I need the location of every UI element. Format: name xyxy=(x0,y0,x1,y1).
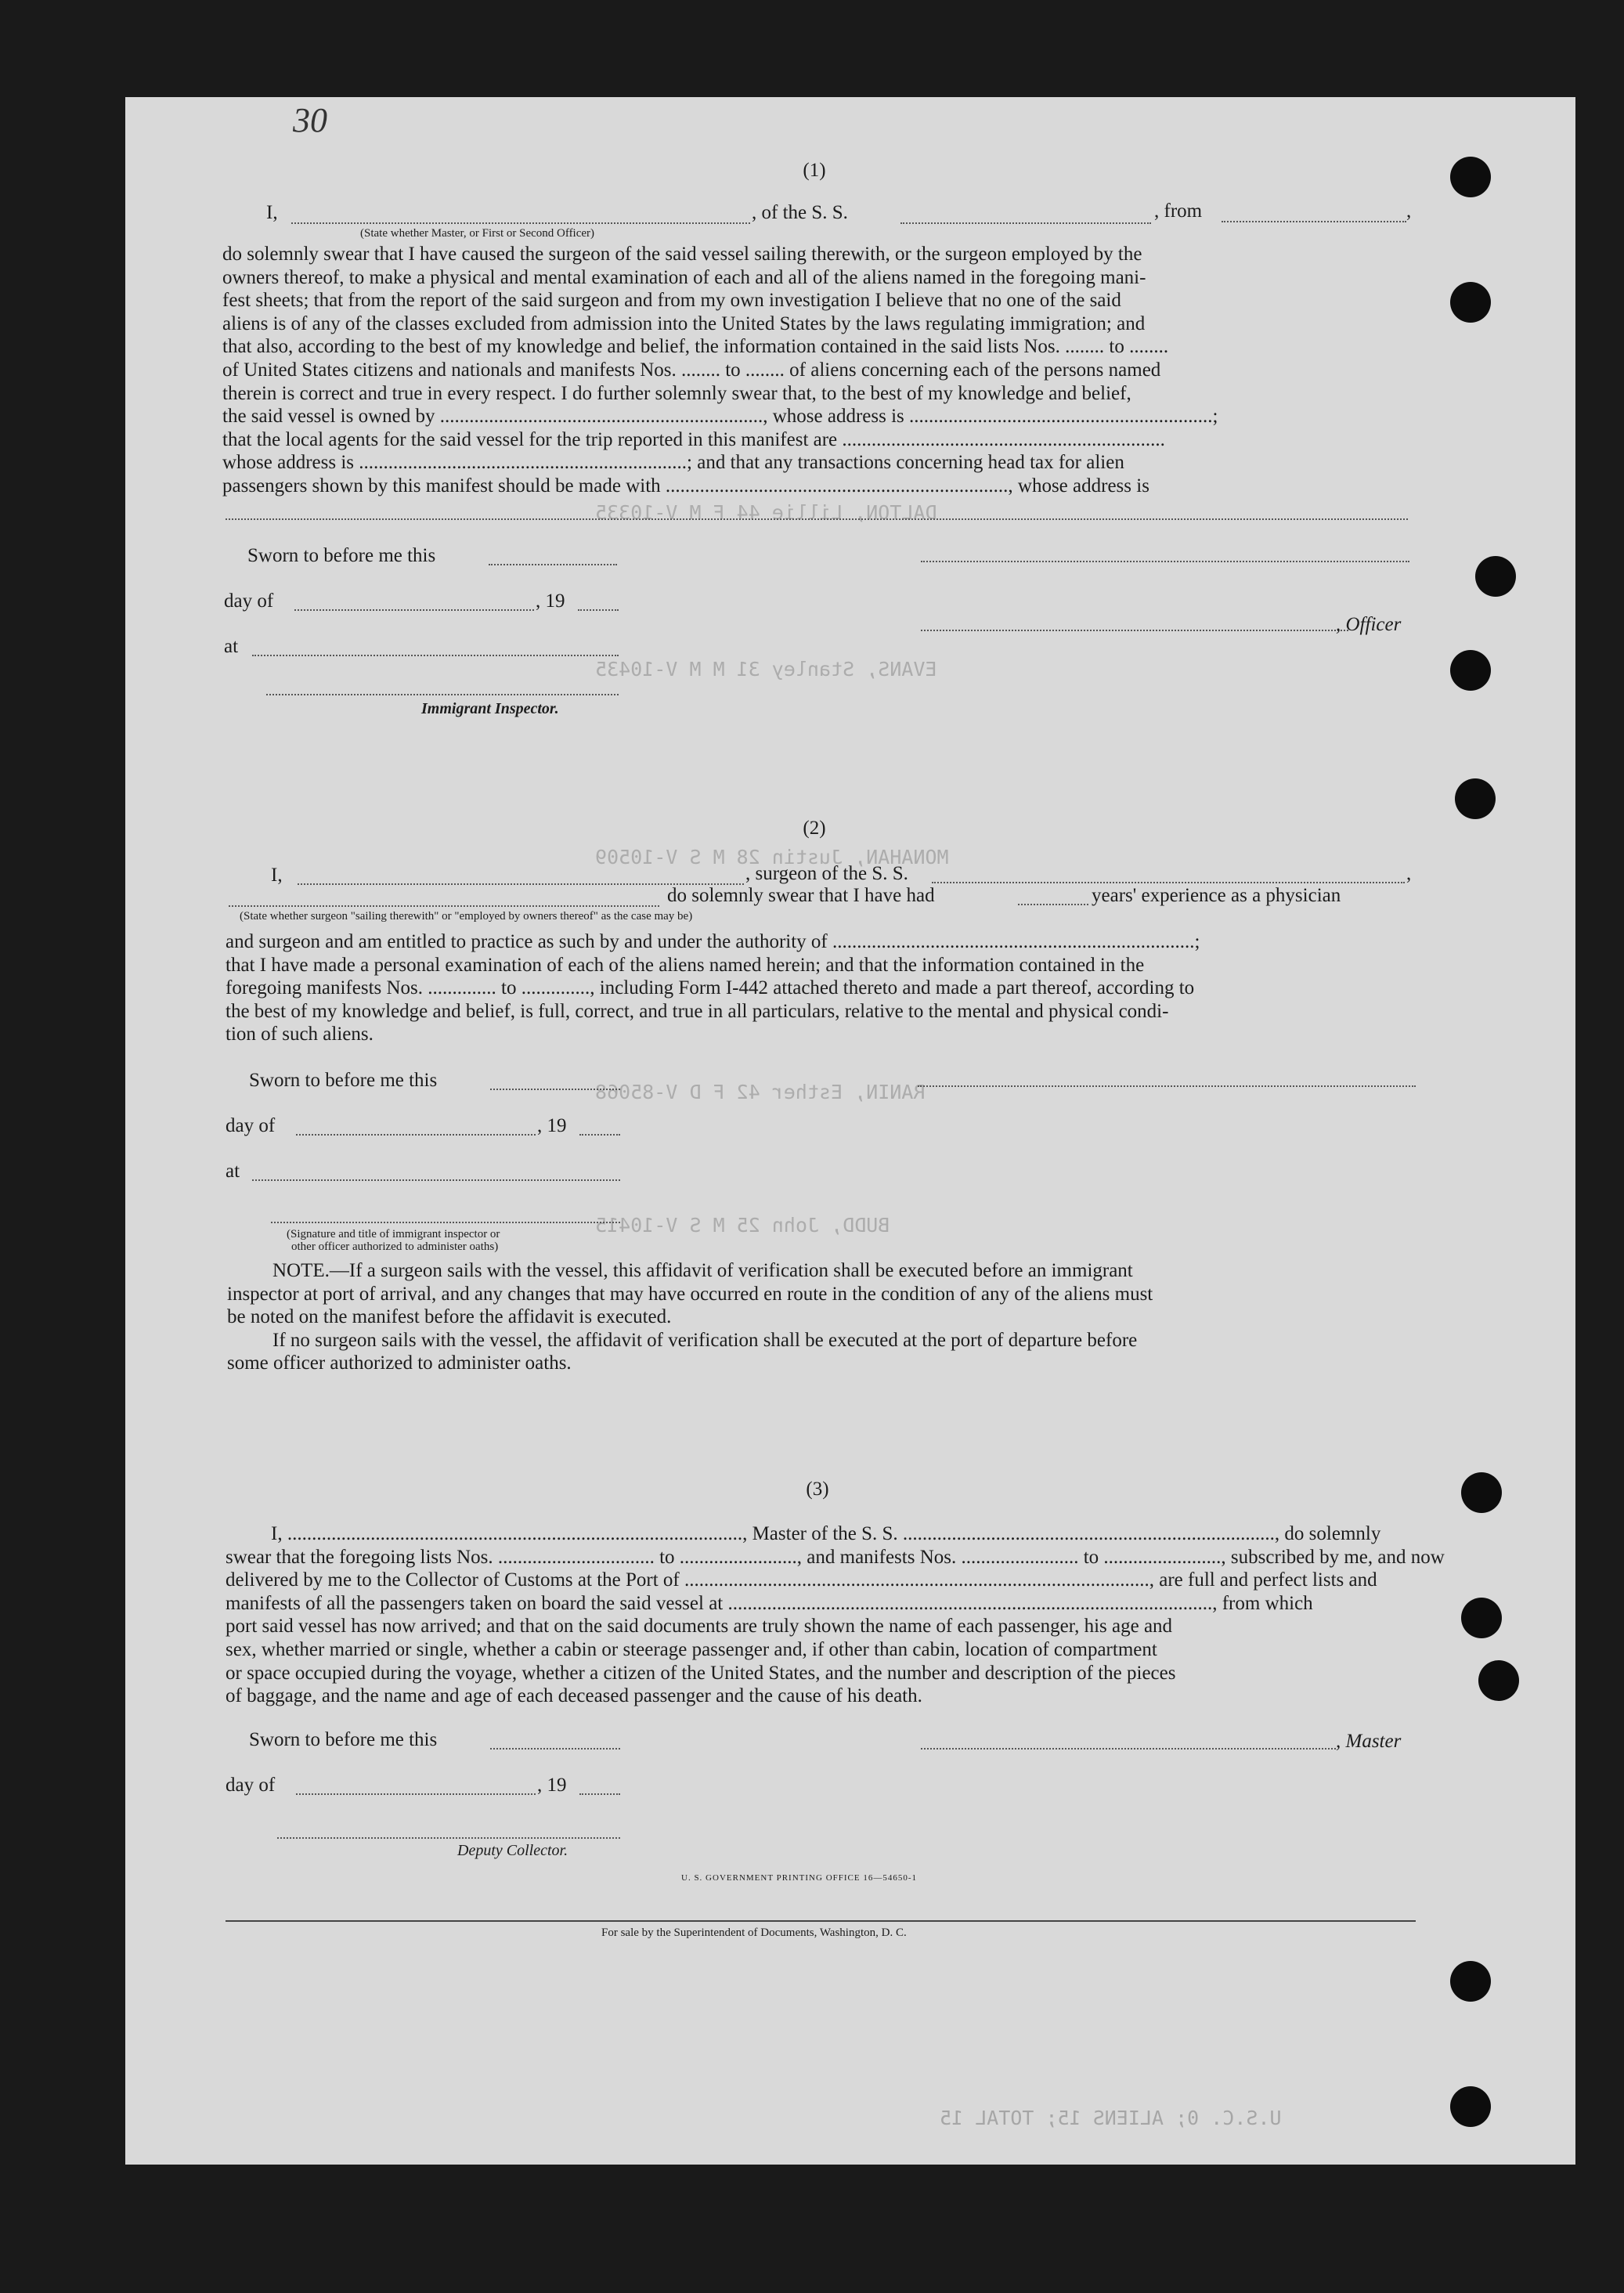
s1-signature-field[interactable] xyxy=(921,561,1409,562)
s2-note: NOTE.—If a surgeon sails with the vessel, this affidavit of verification shall be executed before an immigrant inspector at port of arrival, and any changes that may have occurred en route in the condition of any of the aliens must be noted on the manifest before the affidavit is executed. If no surgeon sails with the vessel, the affidavit of verification shall be executed at the port of departure before some officer authorized to administer oaths. xyxy=(227,1260,1153,1374)
bleed-through-text: U.S.C. 0; ALIENS 15; TOTAL 15 xyxy=(940,2107,1282,2129)
s2-at-field[interactable] xyxy=(252,1179,620,1181)
punch-hole xyxy=(1450,157,1491,197)
punch-hole xyxy=(1450,650,1491,691)
footer-note: For sale by the Superintendent of Documents, Washington, D. C. xyxy=(601,1926,907,1939)
punch-hole xyxy=(1475,556,1516,597)
s2-sworn-label: Sworn to before me this xyxy=(249,1070,438,1091)
punch-hole xyxy=(1455,778,1496,819)
s1-inspector-label: Immigrant Inspector. xyxy=(421,700,559,717)
s1-of-ss-label: , of the S. S. xyxy=(752,202,848,223)
section-2-heading: (2) xyxy=(803,818,826,839)
s2-comma: , xyxy=(1406,863,1412,884)
printer-line: U. S. GOVERNMENT PRINTING OFFICE 16—54650-1 xyxy=(681,1873,918,1883)
s3-sworn-field[interactable] xyxy=(490,1748,620,1750)
s1-comma: , xyxy=(1406,200,1412,222)
s2-sworn-field[interactable] xyxy=(490,1089,620,1090)
s1-from-label: , from xyxy=(1154,200,1203,222)
s1-from-field[interactable] xyxy=(1222,221,1406,222)
bleed-through-text: BUDD, John 25 M S V-10415 xyxy=(595,1214,890,1237)
punch-hole xyxy=(1478,1660,1519,1701)
s3-year-field[interactable] xyxy=(579,1793,620,1795)
s2-signature-caption-1: (Signature and title of immigrant inspector or xyxy=(287,1228,500,1240)
bleed-through-text: MONAHAN, Justin 28 M S V-10509 xyxy=(595,846,949,868)
section-3-heading: (3) xyxy=(806,1479,829,1500)
s2-i-label: I, xyxy=(271,865,283,886)
s1-officer-field[interactable] xyxy=(921,630,1348,631)
s3-master-field[interactable] xyxy=(921,1748,1336,1750)
s2-year-field[interactable] xyxy=(579,1134,620,1136)
s1-address-field[interactable] xyxy=(226,518,1408,520)
s3-body: I, ............................................................................................., Master of the S. S. ............................................................................, do solemnly swear that the foregoing lists Nos. ................................ to ........................, and manifests Nos. ........................ to ........................, subscribed by me, and now delivered by me to the Collector of Customs at the Port of ..............................................................................................., are full and perfect lists and manifests of all the passengers taken on board the said vessel at ..................................................................................................., from which port said vessel has now arrived; and that on the said documents are truly shown the name of each passenger, his age and sex, whether married or single, whether a cabin or steerage passenger and, if other than cabin, location of compartment or space occupied during the voyage, whether a citizen of the United States, and the number and description of the pieces of baggage, and the name and age of each deceased passenger and the cause of his death. xyxy=(226,1523,1445,1707)
bleed-through-text: DALTON, Lillie 44 F M V-10335 xyxy=(595,501,937,524)
s3-year-label: , 19 xyxy=(537,1775,567,1796)
s1-day-field[interactable] xyxy=(294,609,534,611)
s1-officer-caption: (State whether Master, or First or Second Officer) xyxy=(360,227,595,240)
s2-surgeon-caption: (State whether surgeon "sailing therewith" or "employed by owners thereof" as the case may be) xyxy=(240,910,693,923)
s3-day-of-label: day of xyxy=(226,1775,276,1796)
s2-officer-signature-field[interactable] xyxy=(271,1222,620,1223)
s2-surgeon-ss-label: , surgeon of the S. S. xyxy=(745,863,908,884)
s1-vessel-field[interactable] xyxy=(900,222,1151,224)
s3-deputy-label: Deputy Collector. xyxy=(457,1842,568,1859)
punch-hole xyxy=(1461,1598,1502,1638)
s3-master-label: , Master xyxy=(1336,1731,1402,1752)
s2-body: and surgeon and am entitled to practice as such by and under the authority of ..........................................................................; that I have made a personal examination of each of the aliens named herein; and that the information contained in the foregoing manifests Nos. .............. to .............., including Form I-442 attached thereto and made a part thereof, according to the best of my knowledge and belief, is full, correct, and true in all particulars, relative to the mental and physical condi- tion of such aliens. xyxy=(226,931,1200,1045)
section-1-heading: (1) xyxy=(803,160,826,181)
s1-year-field[interactable] xyxy=(578,609,619,611)
s1-officer-label: , Officer xyxy=(1336,614,1402,635)
s1-i-label: I, xyxy=(266,202,278,223)
s2-solemnly-label: do solemnly swear that I have had xyxy=(667,885,935,906)
s2-signature-caption-2: other officer authorized to administer oaths) xyxy=(291,1240,499,1253)
s1-body: do solemnly swear that I have caused the surgeon of the said vessel sailing therewith, or the surgeon employed by the owners thereof, to make a physical and mental examination of each and all of the aliens named in the foregoing mani- fest sheets; that from the report of the said surgeon and from my own investigation I believe that no one of the said aliens is of any of the classes excluded from admission into the United States by the laws regulating immigration; and that also, according to the best of my knowledge and belief, the information contained in the said lists Nos. ........ to ........ of United States citizens and nationals and manifests Nos. ........ to ........ of aliens concerning each of the persons named therein is correct and true in every respect. I do further solemnly swear that, to the best of my knowledge and belief, the said vessel is owned by .................................................................., whose address is ..............................................................; that the local agents for the said vessel for the trip reported in this manifest are .................................................................. whose address is ...................................................................; and that any transactions concerning head tax for alien passengers shown by this manifest should be made with ......................................................................, whose address is xyxy=(222,244,1218,497)
s2-at-label: at xyxy=(226,1161,240,1182)
s3-deputy-field[interactable] xyxy=(277,1837,620,1839)
punch-hole xyxy=(1450,282,1491,323)
s1-year-label: , 19 xyxy=(536,590,565,612)
punch-hole xyxy=(1450,1961,1491,2002)
s3-sworn-label: Sworn to before me this xyxy=(249,1729,438,1750)
s1-sworn-label: Sworn to before me this xyxy=(247,545,436,566)
s2-surgeon-type-field[interactable] xyxy=(229,905,659,907)
s2-day-of-label: day of xyxy=(226,1115,276,1136)
s1-inspector-field[interactable] xyxy=(266,694,619,695)
s1-at-label: at xyxy=(224,636,239,657)
bleed-through-text: RANIN, Esther 42 F D V-85068 xyxy=(595,1081,926,1103)
s1-at-field[interactable] xyxy=(252,655,619,656)
s1-sworn-field[interactable] xyxy=(489,564,617,565)
punch-hole xyxy=(1450,2086,1491,2127)
s1-day-of-label: day of xyxy=(224,590,274,612)
s3-day-field[interactable] xyxy=(296,1793,536,1795)
s2-year-label: , 19 xyxy=(537,1115,567,1136)
footer-rule xyxy=(226,1920,1416,1922)
handwritten-page-number: 30 xyxy=(293,101,327,139)
s2-vessel-field[interactable] xyxy=(932,882,1405,883)
bleed-through-text: EVANS, Stanley 31 M M V-10435 xyxy=(595,658,937,681)
s1-officer-name-field[interactable] xyxy=(291,222,750,224)
punch-hole xyxy=(1461,1472,1502,1513)
s2-signature-field[interactable] xyxy=(918,1085,1416,1087)
s2-day-field[interactable] xyxy=(296,1134,536,1136)
s2-years-field[interactable] xyxy=(1018,904,1088,905)
s2-years-label: years' experience as a physician xyxy=(1092,885,1341,906)
